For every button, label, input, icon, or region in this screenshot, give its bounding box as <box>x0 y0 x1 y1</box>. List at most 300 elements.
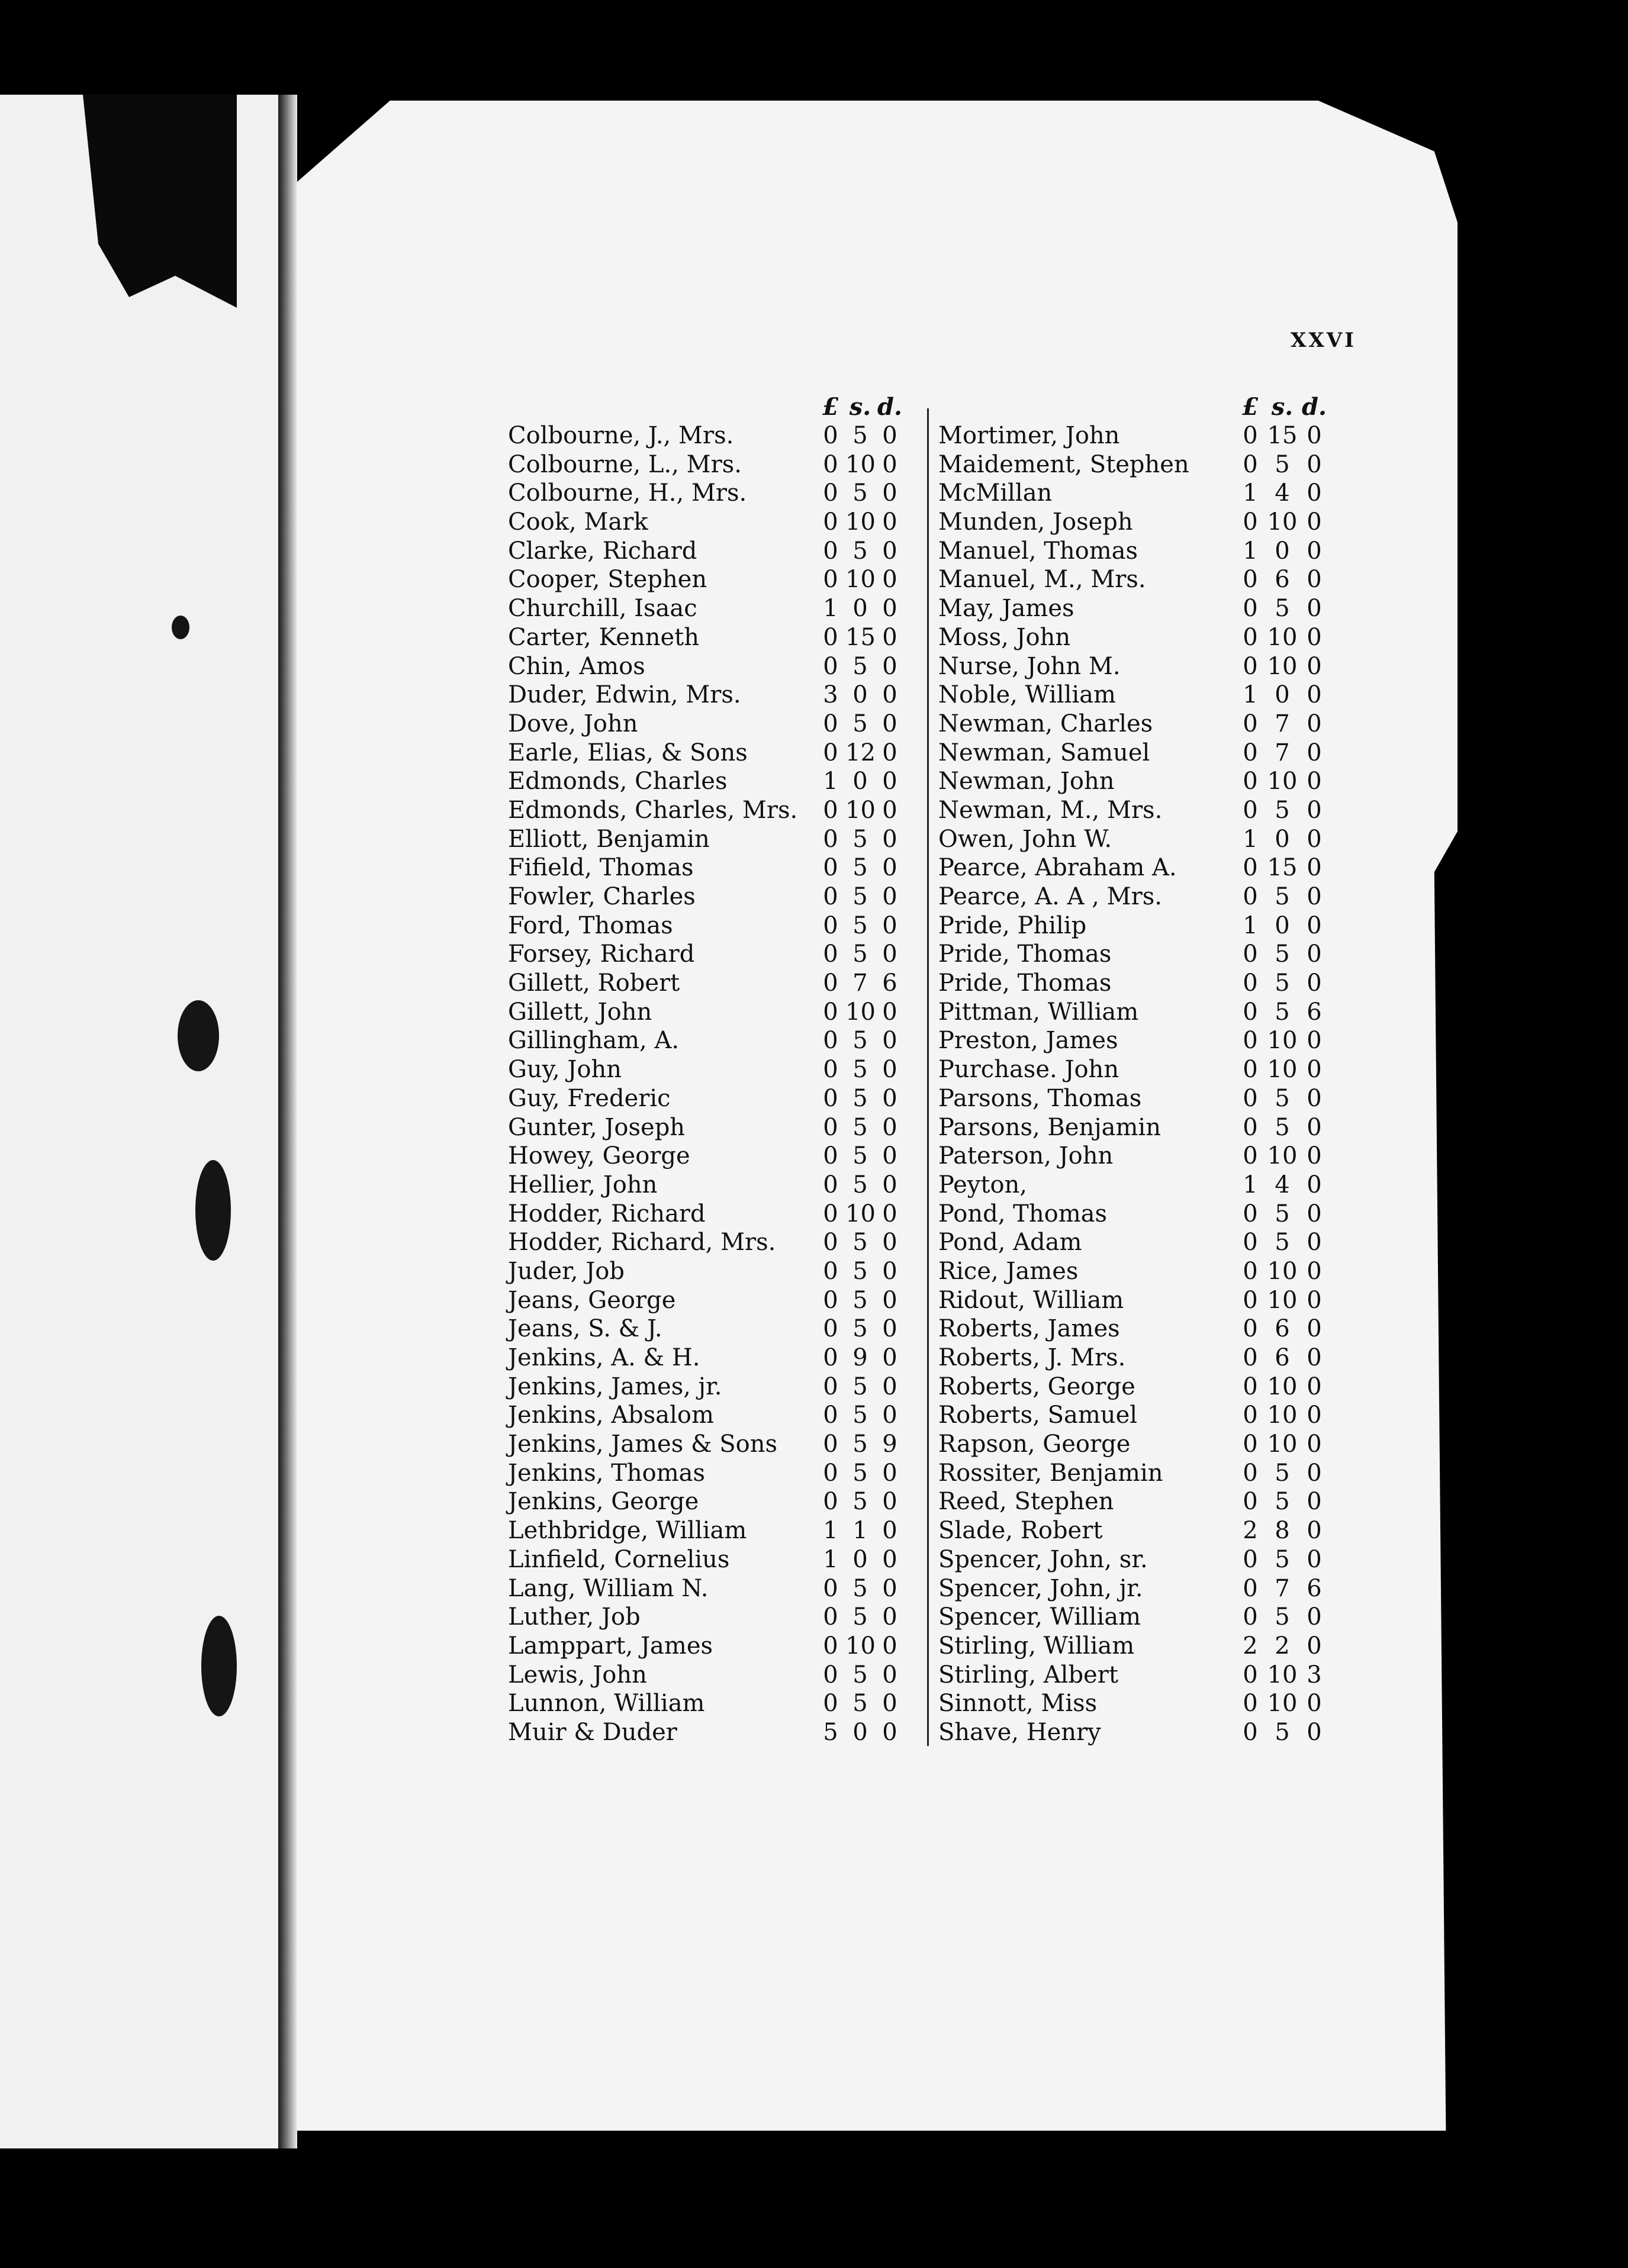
shillings-value: 5 <box>852 825 868 853</box>
pence-value: 0 <box>1307 1373 1322 1400</box>
shillings-value: 10 <box>845 508 876 536</box>
subscriber-name: Reed, Stephen <box>938 1488 1114 1516</box>
pence-value: 0 <box>1307 1142 1322 1170</box>
subscriber-name: Mortimer, John <box>938 422 1120 449</box>
subscriber-row <box>938 421 1330 450</box>
pounds-value: 0 <box>1243 998 1258 1026</box>
pounds-value: 1 <box>823 595 838 623</box>
pence-value: 0 <box>1307 508 1322 536</box>
pence-value: 0 <box>1307 1257 1322 1285</box>
subscriber-name: Rapson, George <box>938 1431 1131 1458</box>
pence-value: 0 <box>882 1402 897 1429</box>
pence-header: d. <box>1302 393 1327 421</box>
shillings-value: 6 <box>1275 1344 1290 1371</box>
pence-value: 0 <box>1307 1690 1322 1718</box>
subscriber-name: Elliott, Benjamin <box>508 825 710 853</box>
torn-edge <box>83 95 237 308</box>
pounds-value: 0 <box>1243 796 1258 824</box>
subscriber-name: Dove, John <box>508 710 638 737</box>
subscriber-row <box>938 739 1330 768</box>
subscriber-name: Cook, Mark <box>508 508 648 536</box>
pence-value: 0 <box>1307 450 1322 478</box>
pence-value: 0 <box>1307 623 1322 651</box>
shillings-value: 6 <box>1275 1315 1290 1343</box>
shillings-value: 10 <box>1267 768 1298 795</box>
pounds-value: 0 <box>1243 1373 1258 1400</box>
right-currency-header <box>1234 393 1330 421</box>
pounds-value: 1 <box>1243 537 1258 565</box>
pounds-value: 0 <box>1243 768 1258 795</box>
subscriber-row <box>508 1603 905 1632</box>
shillings-value: 7 <box>1275 710 1290 737</box>
subscriber-row <box>508 1084 905 1113</box>
subscriber-name: Roberts, Samuel <box>938 1402 1138 1429</box>
pounds-value: 0 <box>823 1257 838 1285</box>
subscriber-name: Rossiter, Benjamin <box>938 1459 1163 1487</box>
shillings-value: 10 <box>1267 652 1298 680</box>
ink-stain <box>201 1616 237 1716</box>
subscriber-row <box>508 508 905 537</box>
subscriber-row <box>938 594 1330 623</box>
subscriber-name: Earle, Elias, & Sons <box>508 739 748 766</box>
pence-value: 0 <box>882 1690 897 1718</box>
subscriber-row <box>938 479 1330 508</box>
subscriber-row <box>508 1487 905 1516</box>
subscriber-name: Edmonds, Charles, Mrs. <box>508 796 798 824</box>
pounds-value: 0 <box>1243 1084 1258 1112</box>
shillings-value: 5 <box>1275 1459 1290 1487</box>
subscriber-name: Fifield, Thomas <box>508 854 694 882</box>
pence-value: 0 <box>882 998 897 1026</box>
shillings-value: 5 <box>1275 883 1290 910</box>
subscriber-row <box>508 796 905 825</box>
shillings-value: 10 <box>1267 1661 1298 1689</box>
pounds-value: 1 <box>1243 911 1258 939</box>
subscriber-row <box>938 710 1330 739</box>
subscriber-row <box>508 652 905 681</box>
pounds-value: 0 <box>823 450 838 478</box>
shillings-value: 5 <box>1275 450 1290 478</box>
pounds-value: 0 <box>1243 1718 1258 1746</box>
subscriber-name: Chin, Amos <box>508 652 645 680</box>
subscriber-row <box>508 1113 905 1142</box>
subscriber-row <box>508 1171 905 1200</box>
pounds-value: 1 <box>1243 825 1258 853</box>
subscriber-name: Nurse, John M. <box>938 652 1121 680</box>
pence-value: 0 <box>1307 1344 1322 1371</box>
pence-value: 0 <box>882 768 897 795</box>
pence-value: 0 <box>1307 422 1322 449</box>
pounds-value: 0 <box>823 1632 838 1660</box>
subscriber-name: Churchill, Isaac <box>508 595 697 623</box>
shillings-value: 5 <box>1275 1113 1290 1141</box>
pence-value: 0 <box>882 1632 897 1660</box>
subscriber-row <box>508 623 905 652</box>
subscriber-row <box>938 1430 1330 1459</box>
pounds-value: 2 <box>1243 1632 1258 1660</box>
pounds-value: 0 <box>823 1229 838 1257</box>
subscriber-name: Gunter, Joseph <box>508 1113 686 1141</box>
pence-value: 0 <box>882 1056 897 1084</box>
shillings-value: 5 <box>1275 595 1290 623</box>
subscriber-row <box>508 1661 905 1690</box>
subscriber-row <box>508 1718 905 1747</box>
subscriber-row <box>508 1516 905 1545</box>
pence-value: 0 <box>1307 1171 1322 1199</box>
shillings-value: 5 <box>852 1113 868 1141</box>
pence-value: 0 <box>882 1257 897 1285</box>
pence-value: 0 <box>1307 566 1322 594</box>
subscriber-row <box>938 1459 1330 1488</box>
pence-value: 0 <box>1307 479 1322 507</box>
shillings-value: 5 <box>1275 1488 1290 1516</box>
subscriber-name: Manuel, M., Mrs. <box>938 566 1146 594</box>
pounds-value: 0 <box>823 1574 838 1602</box>
subscriber-row <box>938 796 1330 825</box>
subscriber-row <box>938 537 1330 566</box>
shillings-value: 10 <box>845 1632 876 1660</box>
subscriber-name: Edmonds, Charles <box>508 768 728 795</box>
shillings-value: 8 <box>1275 1517 1290 1545</box>
pence-value: 0 <box>1307 1603 1322 1631</box>
ink-stain <box>172 616 189 639</box>
subscriber-name: Jenkins, A. & H. <box>508 1344 700 1371</box>
subscriber-row <box>938 1487 1330 1516</box>
pence-value: 0 <box>882 739 897 766</box>
pence-value: 9 <box>882 1431 897 1458</box>
pence-header: d. <box>877 393 902 421</box>
subscriber-row <box>938 853 1330 882</box>
left-currency-header <box>816 393 905 421</box>
subscriber-row <box>938 969 1330 998</box>
shillings-value: 5 <box>1275 1229 1290 1257</box>
shillings-value: 0 <box>852 768 868 795</box>
subscriber-row <box>508 710 905 739</box>
subscriber-row <box>938 1516 1330 1545</box>
pence-value: 6 <box>882 969 897 997</box>
shillings-value: 5 <box>852 1027 868 1055</box>
column-divider <box>927 408 929 1746</box>
pounds-value: 0 <box>823 1286 838 1314</box>
subscriber-name: Stirling, William <box>938 1632 1135 1660</box>
pence-value: 0 <box>1307 1027 1322 1055</box>
ink-stain <box>178 1000 219 1071</box>
shillings-value: 15 <box>1267 422 1298 449</box>
pounds-value: 0 <box>823 1603 838 1631</box>
shillings-value: 5 <box>1275 969 1290 997</box>
subscriber-name: Duder, Edwin, Mrs. <box>508 681 741 709</box>
subscriber-name: Colbourne, L., Mrs. <box>508 450 742 478</box>
subscriber-name: Jeans, S. & J. <box>508 1315 662 1343</box>
subscriber-name: Spencer, John, jr. <box>938 1574 1143 1602</box>
shillings-value: 10 <box>1267 1257 1298 1285</box>
subscriber-row <box>508 940 905 969</box>
shillings-value: 0 <box>852 595 868 623</box>
pence-value: 0 <box>882 681 897 709</box>
subscriber-name: Spencer, John, sr. <box>938 1545 1148 1573</box>
subscriber-row <box>938 882 1330 911</box>
subscriber-name: Stirling, Albert <box>938 1661 1118 1689</box>
subscriber-name: Luther, Job <box>508 1603 641 1631</box>
shillings-value: 5 <box>852 1315 868 1343</box>
subscriber-row <box>938 508 1330 537</box>
shillings-value: 5 <box>852 1373 868 1400</box>
subscriber-name: Parsons, Thomas <box>938 1084 1142 1112</box>
pence-value: 0 <box>882 854 897 882</box>
subscriber-row <box>938 1228 1330 1257</box>
shillings-value: 7 <box>1275 739 1290 766</box>
shillings-value: 5 <box>1275 1545 1290 1573</box>
subscriber-name: Parsons, Benjamin <box>938 1113 1161 1141</box>
subscriber-name: Carter, Kenneth <box>508 623 699 651</box>
subscriber-name: Preston, James <box>938 1027 1118 1055</box>
pence-value: 0 <box>882 1286 897 1314</box>
pence-value: 0 <box>1307 1229 1322 1257</box>
subscriber-name: Muir & Duder <box>508 1718 677 1746</box>
pence-value: 0 <box>1307 969 1322 997</box>
subscriber-row <box>508 1142 905 1171</box>
subscriber-row <box>508 594 905 623</box>
pounds-value: 0 <box>1243 1402 1258 1429</box>
pence-value: 0 <box>1307 1545 1322 1573</box>
pounds-value: 0 <box>1243 1257 1258 1285</box>
subscriber-row <box>508 450 905 479</box>
subscriber-name: Ford, Thomas <box>508 911 673 939</box>
pounds-value: 0 <box>1243 969 1258 997</box>
left-subscriber-list <box>508 421 905 1747</box>
shillings-value: 9 <box>852 1344 868 1371</box>
pence-value: 0 <box>1307 911 1322 939</box>
pounds-value: 0 <box>823 1056 838 1084</box>
subscriber-name: Jenkins, James & Sons <box>508 1431 778 1458</box>
shillings-value: 5 <box>852 479 868 507</box>
subscriber-name: Shave, Henry <box>938 1718 1101 1746</box>
subscriber-row <box>508 1545 905 1574</box>
subscriber-name: Munden, Joseph <box>938 508 1133 536</box>
pounds-value: 0 <box>1243 1200 1258 1228</box>
subscriber-row <box>938 1574 1330 1603</box>
pounds-value: 0 <box>823 652 838 680</box>
pence-value: 0 <box>1307 1459 1322 1487</box>
subscriber-name: Pearce, A. A , Mrs. <box>938 883 1162 910</box>
subscriber-row <box>508 882 905 911</box>
subscriber-name: Roberts, James <box>938 1315 1120 1343</box>
subscriber-row <box>938 1718 1330 1747</box>
pounds-value: 2 <box>1243 1517 1258 1545</box>
subscriber-row <box>938 681 1330 710</box>
pence-value: 0 <box>882 1459 897 1487</box>
subscriber-name: Guy, John <box>508 1056 622 1084</box>
subscriber-name: Jenkins, Thomas <box>508 1459 706 1487</box>
subscriber-row <box>938 652 1330 681</box>
shillings-value: 5 <box>852 1286 868 1314</box>
subscriber-name: Colbourne, J., Mrs. <box>508 422 734 449</box>
subscriber-row <box>508 969 905 998</box>
pounds-value: 0 <box>1243 854 1258 882</box>
subscriber-row <box>508 1315 905 1344</box>
pence-value: 0 <box>882 710 897 737</box>
pence-value: 0 <box>882 825 897 853</box>
shillings-value: 0 <box>1275 537 1290 565</box>
subscriber-row <box>938 1603 1330 1632</box>
shillings-value: 0 <box>1275 681 1290 709</box>
subscriber-name: Lewis, John <box>508 1661 647 1689</box>
pounds-value: 0 <box>823 1084 838 1112</box>
right-subscriber-list <box>938 421 1330 1747</box>
pounds-value: 0 <box>1243 595 1258 623</box>
subscriber-row <box>938 1661 1330 1690</box>
subscriber-row <box>508 1344 905 1373</box>
pounds-value: 0 <box>823 911 838 939</box>
pence-value: 0 <box>882 1027 897 1055</box>
shillings-value: 5 <box>852 652 868 680</box>
subscriber-row <box>508 537 905 566</box>
shillings-value: 10 <box>1267 508 1298 536</box>
pence-value: 0 <box>882 508 897 536</box>
shillings-value: 5 <box>852 1084 868 1112</box>
pounds-value: 0 <box>823 623 838 651</box>
pounds-value: 5 <box>823 1718 838 1746</box>
subscriber-row <box>938 825 1330 854</box>
pounds-value: 0 <box>1243 1661 1258 1689</box>
shillings-value: 10 <box>845 566 876 594</box>
pounds-value: 0 <box>823 537 838 565</box>
pounds-value: 0 <box>823 508 838 536</box>
shillings-value: 5 <box>1275 1718 1290 1746</box>
shillings-value: 5 <box>852 1257 868 1285</box>
shillings-header: s. <box>849 393 871 421</box>
pounds-value: 0 <box>823 969 838 997</box>
pence-value: 0 <box>882 566 897 594</box>
pounds-value: 0 <box>1243 1459 1258 1487</box>
subscriber-name: Purchase. John <box>938 1056 1119 1084</box>
pounds-value: 0 <box>1243 1142 1258 1170</box>
pence-value: 0 <box>882 652 897 680</box>
shillings-value: 7 <box>1275 1574 1290 1602</box>
subscriber-name: Guy, Frederic <box>508 1084 671 1112</box>
shillings-value: 5 <box>852 883 868 910</box>
shillings-value: 5 <box>852 1661 868 1689</box>
subscriber-name: Newman, Samuel <box>938 739 1150 766</box>
pence-value: 0 <box>1307 1315 1322 1343</box>
shillings-value: 7 <box>852 969 868 997</box>
pounds-value: 0 <box>823 1373 838 1400</box>
subscriber-name: Maidement, Stephen <box>938 450 1189 478</box>
left-page-fragment <box>0 95 282 2148</box>
subscriber-row <box>938 1286 1330 1315</box>
pence-value: 0 <box>882 1488 897 1516</box>
pounds-value: 0 <box>1243 710 1258 737</box>
subscriber-row <box>508 853 905 882</box>
pence-value: 0 <box>882 1373 897 1400</box>
subscriber-name: Pond, Thomas <box>938 1200 1107 1228</box>
subscriber-row <box>508 767 905 796</box>
shillings-value: 5 <box>1275 796 1290 824</box>
subscriber-name: Manuel, Thomas <box>938 537 1138 565</box>
shillings-value: 10 <box>1267 1056 1298 1084</box>
subscriber-name: Roberts, George <box>938 1373 1135 1400</box>
pounds-value: 1 <box>823 1517 838 1545</box>
subscriber-row <box>938 1055 1330 1084</box>
pounds-value: 0 <box>823 739 838 766</box>
subscriber-name: Pride, Philip <box>938 911 1087 939</box>
pounds-value: 0 <box>823 1142 838 1170</box>
pence-value: 0 <box>882 1574 897 1602</box>
pence-value: 0 <box>1307 883 1322 910</box>
shillings-value: 10 <box>1267 1431 1298 1458</box>
pence-value: 0 <box>882 479 897 507</box>
shillings-value: 0 <box>1275 825 1290 853</box>
pence-value: 0 <box>882 1142 897 1170</box>
subscriber-name: Jenkins, James, jr. <box>508 1373 722 1400</box>
subscriber-name: Gillett, Robert <box>508 969 680 997</box>
pence-value: 0 <box>1307 681 1322 709</box>
pounds-value: 1 <box>1243 479 1258 507</box>
subscriber-row <box>938 998 1330 1027</box>
shillings-value: 15 <box>845 623 876 651</box>
pounds-header: £ <box>1242 393 1259 421</box>
shillings-value: 4 <box>1275 1171 1290 1199</box>
pounds-value: 0 <box>823 883 838 910</box>
pence-value: 0 <box>1307 1488 1322 1516</box>
shillings-value: 10 <box>845 998 876 1026</box>
pounds-header: £ <box>822 393 839 421</box>
subscriber-row <box>938 1545 1330 1574</box>
subscriber-row <box>938 1026 1330 1055</box>
pounds-value: 0 <box>823 854 838 882</box>
pence-value: 0 <box>882 1113 897 1141</box>
subscriber-row <box>938 1084 1330 1113</box>
subscriber-name: Hellier, John <box>508 1171 658 1199</box>
pence-value: 0 <box>1307 595 1322 623</box>
pounds-value: 0 <box>1243 1056 1258 1084</box>
pounds-value: 0 <box>823 796 838 824</box>
shillings-value: 10 <box>1267 1027 1298 1055</box>
pounds-value: 0 <box>1243 652 1258 680</box>
subscriber-name: Juder, Job <box>508 1257 625 1285</box>
subscriber-row <box>508 1459 905 1488</box>
pounds-value: 0 <box>823 940 838 968</box>
pounds-value: 0 <box>823 825 838 853</box>
shillings-value: 5 <box>1275 940 1290 968</box>
pence-value: 6 <box>1307 1574 1322 1602</box>
shillings-value: 5 <box>852 1229 868 1257</box>
pence-value: 0 <box>882 1718 897 1746</box>
pence-value: 0 <box>1307 1517 1322 1545</box>
pence-value: 0 <box>882 1661 897 1689</box>
subscriber-row <box>938 1373 1330 1402</box>
subscriber-name: Jeans, George <box>508 1286 676 1314</box>
pence-value: 0 <box>882 1344 897 1371</box>
subscriber-name: Cooper, Stephen <box>508 566 707 594</box>
subscriber-name: Colbourne, H., Mrs. <box>508 479 747 507</box>
subscriber-name: Paterson, John <box>938 1142 1114 1170</box>
subscriber-name: Lethbridge, William <box>508 1517 747 1545</box>
pounds-value: 0 <box>823 710 838 737</box>
shillings-value: 10 <box>1267 1373 1298 1400</box>
subscriber-row <box>938 1344 1330 1373</box>
pence-value: 0 <box>1307 1113 1322 1141</box>
subscriber-name: Hodder, Richard <box>508 1200 706 1228</box>
subscriber-row <box>508 1257 905 1286</box>
pounds-value: 0 <box>1243 1603 1258 1631</box>
pounds-value: 0 <box>1243 1344 1258 1371</box>
pence-value: 0 <box>882 1517 897 1545</box>
pounds-value: 0 <box>1243 883 1258 910</box>
subscriber-row <box>938 911 1330 940</box>
pounds-value: 1 <box>1243 681 1258 709</box>
subscriber-row <box>508 1026 905 1055</box>
